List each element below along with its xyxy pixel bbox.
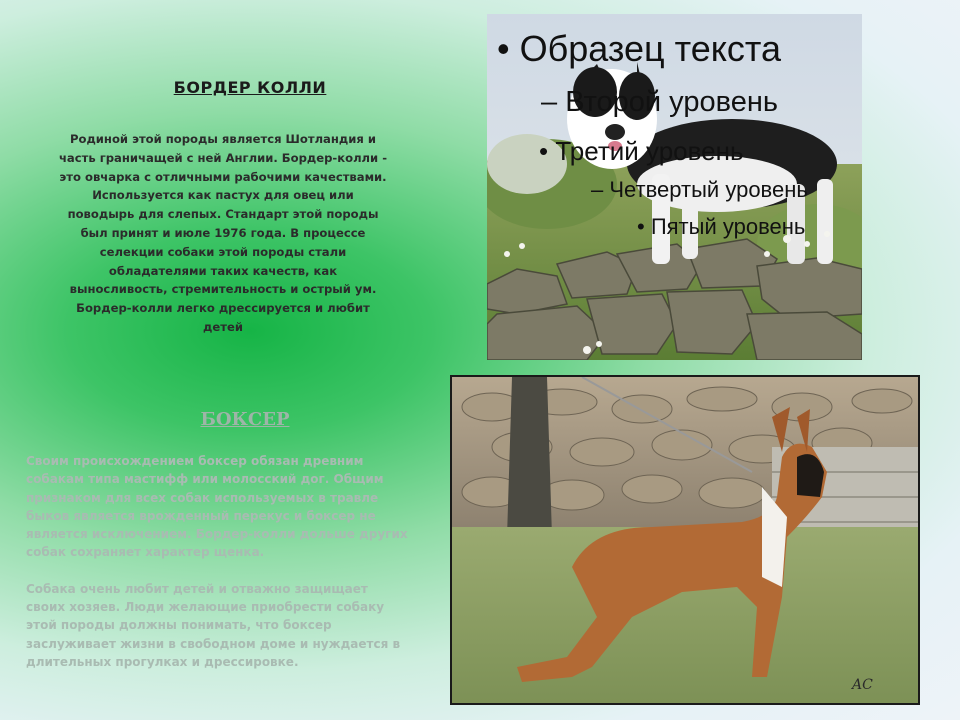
- photo-signature: AC: [852, 677, 873, 693]
- boxer-title: БОКСЕР: [200, 409, 290, 430]
- bullet-level-5: • Пятый уровень: [637, 214, 806, 239]
- bullet-dot-icon: •: [637, 214, 645, 239]
- boxer-photo: [450, 375, 920, 705]
- boxer-description: [26, 452, 411, 671]
- placeholder-bullet-list: [487, 14, 862, 360]
- border-collie-title: БОРДЕР КОЛЛИ: [173, 78, 327, 97]
- bullet-dot-icon: •: [539, 136, 549, 166]
- bullet-level-1: • Образец текста: [497, 28, 781, 69]
- border-collie-description: Родиной этой породы является Шотландия и часть граничащей с ней Англии. Бордер-колли - это овчарка с отличными рабочими качествами. Используется как пастух для овец или поводырь для слепых. Стандарт этой породы был принят и июле 1976 года. В процессе селекции собаки этой породы стали обладателями таких качеств, как выносливость, стремительность и острый ум. Бордер-колли легко дрессируется и любит детей: [58, 132, 388, 334]
- bullet-level-4: – Четвертый уровень: [591, 177, 808, 202]
- bullet-level-2: – Второй уровень: [541, 86, 778, 118]
- bullet-dash-icon: –: [541, 86, 558, 118]
- bullet-dot-icon: •: [497, 28, 510, 69]
- bullet-dash-icon: –: [591, 177, 604, 202]
- boxer-paragraph-2: Собака очень любит детей и отважно защищает своих хозяев. Люди желающие приобрести собаку этой породы должны понимать, что боксер заслуживает жизни в свободном доме и нуждается в длительных прогулках и дрессировке.: [26, 581, 401, 669]
- bullet-level-3: • Третий уровень: [539, 136, 744, 166]
- boxer-paragraph-1: Своим происхождением боксер обязан древним собакам типа мастифф или молосский дог. Общим признаком для всех собак используемых в травле быков является врожденный перекус и боксер не является исключением. Бордер-колли дольше других собак сохраняет характер щенка.: [26, 454, 408, 560]
